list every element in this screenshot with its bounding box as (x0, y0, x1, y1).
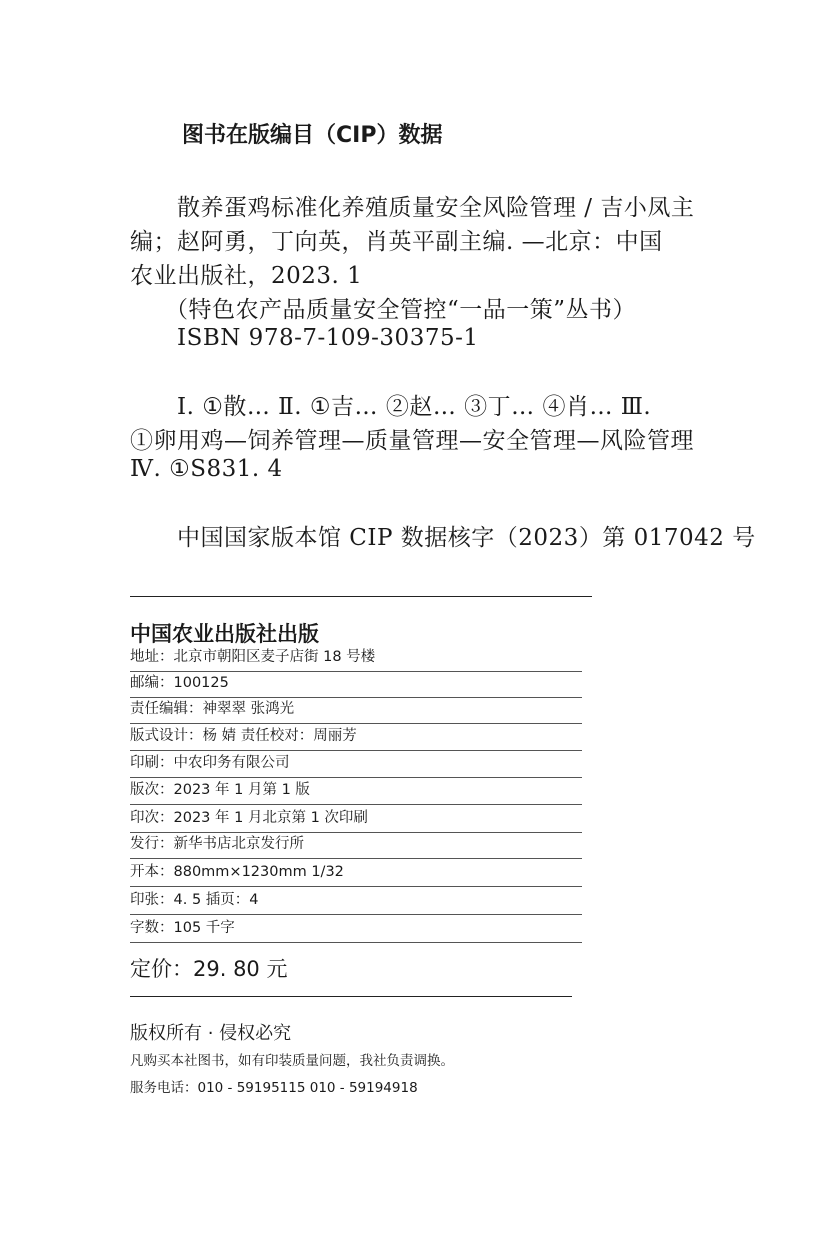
row-rule (130, 942, 582, 943)
imprint-word-count: 字数：105 千字 (130, 920, 235, 936)
imprint-top-rule (130, 596, 592, 597)
row-rule (130, 804, 582, 805)
imprint-sheets: 印张：4. 5 插页：4 (130, 892, 259, 908)
return-policy: 凡购买本社图书，如有印装质量问题，我社负责调换。 (130, 1053, 454, 1069)
imprint-printing: 印次：2023 年 1 月北京第 1 次印刷 (130, 810, 368, 826)
cip-class-line-2: ①卵用鸡—饲养管理—质量管理—安全管理—风险管理 (130, 428, 694, 454)
imprint-publisher: 中国农业出版社出版 (130, 622, 319, 646)
cip-record-line-1: 散养蛋鸡标准化养殖质量安全风险管理 / 吉小凤主 (177, 195, 695, 221)
imprint-design-proof: 版式设计：杨 婧 责任校对：周丽芳 (130, 728, 357, 744)
cip-heading: 图书在版编目（CIP）数据 (182, 123, 443, 148)
imprint-printer: 印刷：中农印务有限公司 (130, 755, 290, 771)
cip-series: （特色农产品质量安全管控“一品一策”丛书） (165, 297, 637, 323)
cip-record-line-3: 农业出版社，2023. 1 (130, 263, 363, 289)
cip-verification: 中国国家版本馆 CIP 数据核字（2023）第 017042 号 (177, 525, 756, 551)
imprint-format: 开本：880mm×1230mm 1/32 (130, 864, 344, 880)
imprint-address: 地址：北京市朝阳区麦子店街 18 号楼 (130, 649, 376, 665)
row-rule (130, 858, 582, 859)
row-rule (130, 886, 582, 887)
imprint-postcode: 邮编：100125 (130, 675, 229, 691)
imprint-editors: 责任编辑：神翠翠 张鸿光 (130, 701, 295, 717)
imprint-distributor: 发行：新华书店北京发行所 (130, 836, 304, 852)
row-rule (130, 914, 582, 915)
imprint-bottom-rule (130, 996, 572, 997)
cip-record-line-2: 编；赵阿勇，丁向英，肖英平副主编. —北京：中国 (130, 229, 663, 255)
rights-notice: 版权所有 · 侵权必究 (130, 1023, 292, 1044)
service-phone: 服务电话：010 - 59195115 010 - 59194918 (130, 1080, 418, 1096)
cip-isbn: ISBN 978-7-109-30375-1 (177, 325, 479, 351)
cip-class-line-3: Ⅳ. ①S831. 4 (130, 456, 283, 482)
cip-class-line-1: Ⅰ. ①散… Ⅱ. ①吉… ②赵… ③丁… ④肖… Ⅲ. (177, 394, 652, 420)
imprint-price: 定价：29. 80 元 (130, 957, 288, 981)
imprint-edition: 版次：2023 年 1 月第 1 版 (130, 782, 310, 798)
